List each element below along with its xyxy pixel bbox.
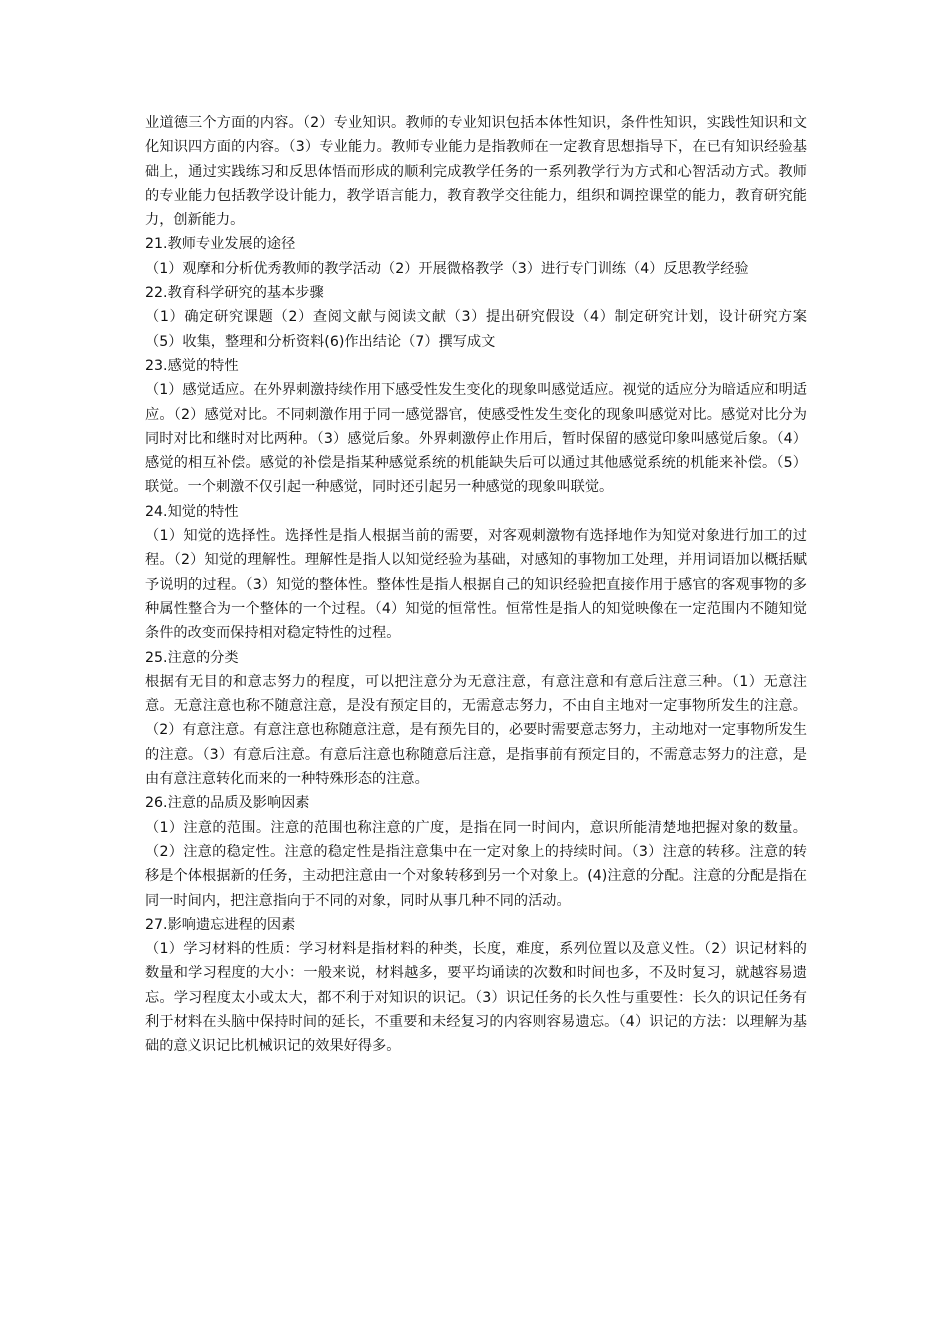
- heading-21: 21.教师专业发展的途径: [145, 236, 296, 253]
- heading-22: 22.教育科学研究的基本步骤: [145, 285, 324, 302]
- paragraph-22: （1）确定研究课题（2）查阅文献与阅读文献（3）提出研究假设（4）制定研究计划，设计研究方案（5）收集，整理和分析资料(6)作出结论（7）撰写成文: [145, 309, 807, 350]
- heading-24: 24.知觉的特性: [145, 503, 239, 520]
- paragraph-25: 根据有无目的和意志努力的程度，可以把注意分为无意注意，有意注意和有意后注意三种。（1）无意注意。无意注意也称不随意注意，是没有预定目的，无需意志努力，不由自主地对一定事物所发生的注意。（2）有意注意。有意注意也称随意注意，是有预先目的，必要时需要意志努力，主动地对一定事物所发生的注意。（3）有意后注意。有意后注意也称随意后注意，是指事前有预定目的，不需意志努力的注意，是由有意注意转化而来的一种特殊形态的注意。: [145, 673, 807, 788]
- paragraph-26: （1）注意的范围。注意的范围也称注意的广度，是指在同一时间内，意识所能清楚地把握对象的数量。（2）注意的稳定性。注意的稳定性是指注意集中在一定对象上的持续时间。（3）注意的转移。注意的转移是个体根据新的任务，主动把注意由一个对象转移到另一个对象上。(4)注意的分配。注意的分配是指在同一时间内，把注意指向于不同的对象，同时从事几种不同的活动。: [145, 819, 807, 909]
- paragraph-27: （1）学习材料的性质：学习材料是指材料的种类，长度，难度，系列位置以及意义性。（2）识记材料的数量和学习程度的大小：一般来说，材料越多，要平均诵读的次数和时间也多，不及时复习，就越容易遗忘。学习程度太小或太大，都不利于对知识的识记。（3）识记任务的长久性与重要性：长久的识记任务有利于材料在头脑中保持时间的延长，不重要和未经复习的内容则容易遗忘。（4）识记的方法：以理解为基础的意义识记比机械识记的效果好得多。: [145, 941, 807, 1055]
- paragraph-21: （1）观摩和分析优秀教师的教学活动（2）开展微格教学（3）进行专门训练（4）反思教学经验: [145, 260, 749, 277]
- paragraph-teacher-professional-quality: 业道德三个方面的内容。（2）专业知识。教师的专业知识包括本体性知识，条件性知识，实践性知识和文化知识四方面的内容。（3）专业能力。教师专业能力是指教师在一定教育思想指导下，在已有知识经验基础上，通过实践练习和反思体悟而形成的顺利完成教学任务的一系列教学行为方式和心智活动方式。教师的专业能力包括教学设计能力，教学语言能力，教育教学交往能力，组织和调控课堂的能力，教育研究能力，创新能力。: [145, 115, 807, 229]
- paragraph-23: （1）感觉适应。在外界刺激持续作用下感受性发生变化的现象叫感觉适应。视觉的适应分为暗适应和明适应。（2）感觉对比。不同刺激作用于同一感觉器官，使感受性发生变化的现象叫感觉对比。感觉对比分为同时对比和继时对比两种。（3）感觉后象。外界刺激停止作用后，暂时保留的感觉印象叫感觉后象。（4）感觉的相互补偿。感觉的补偿是指某种感觉系统的机能缺失后可以通过其他感觉系统的机能来补偿。（5）联觉。一个刺激不仅引起一种感觉，同时还引起另一种感觉的现象叫联觉。: [145, 382, 807, 496]
- heading-26: 26.注意的品质及影响因素: [145, 795, 310, 812]
- paragraph-24: （1）知觉的选择性。选择性是指人根据当前的需要，对客观刺激物有选择地作为知觉对象进行加工的过程。（2）知觉的理解性。理解性是指人以知觉经验为基础，对感知的事物加工处理，并用词语加以概括赋予说明的过程。（3）知觉的整体性。整体性是指人根据自己的知识经验把直接作用于感官的客观事物的多种属性整合为一个整体的一个过程。（4）知觉的恒常性。恒常性是指人的知觉映像在一定范围内不随知觉条件的改变而保持相对稳定特性的过程。: [145, 528, 807, 642]
- document-page: [145, 111, 807, 1059]
- heading-27: 27.影响遗忘进程的因素: [145, 916, 296, 933]
- heading-25: 25.注意的分类: [145, 649, 239, 666]
- heading-23: 23.感觉的特性: [145, 357, 239, 374]
